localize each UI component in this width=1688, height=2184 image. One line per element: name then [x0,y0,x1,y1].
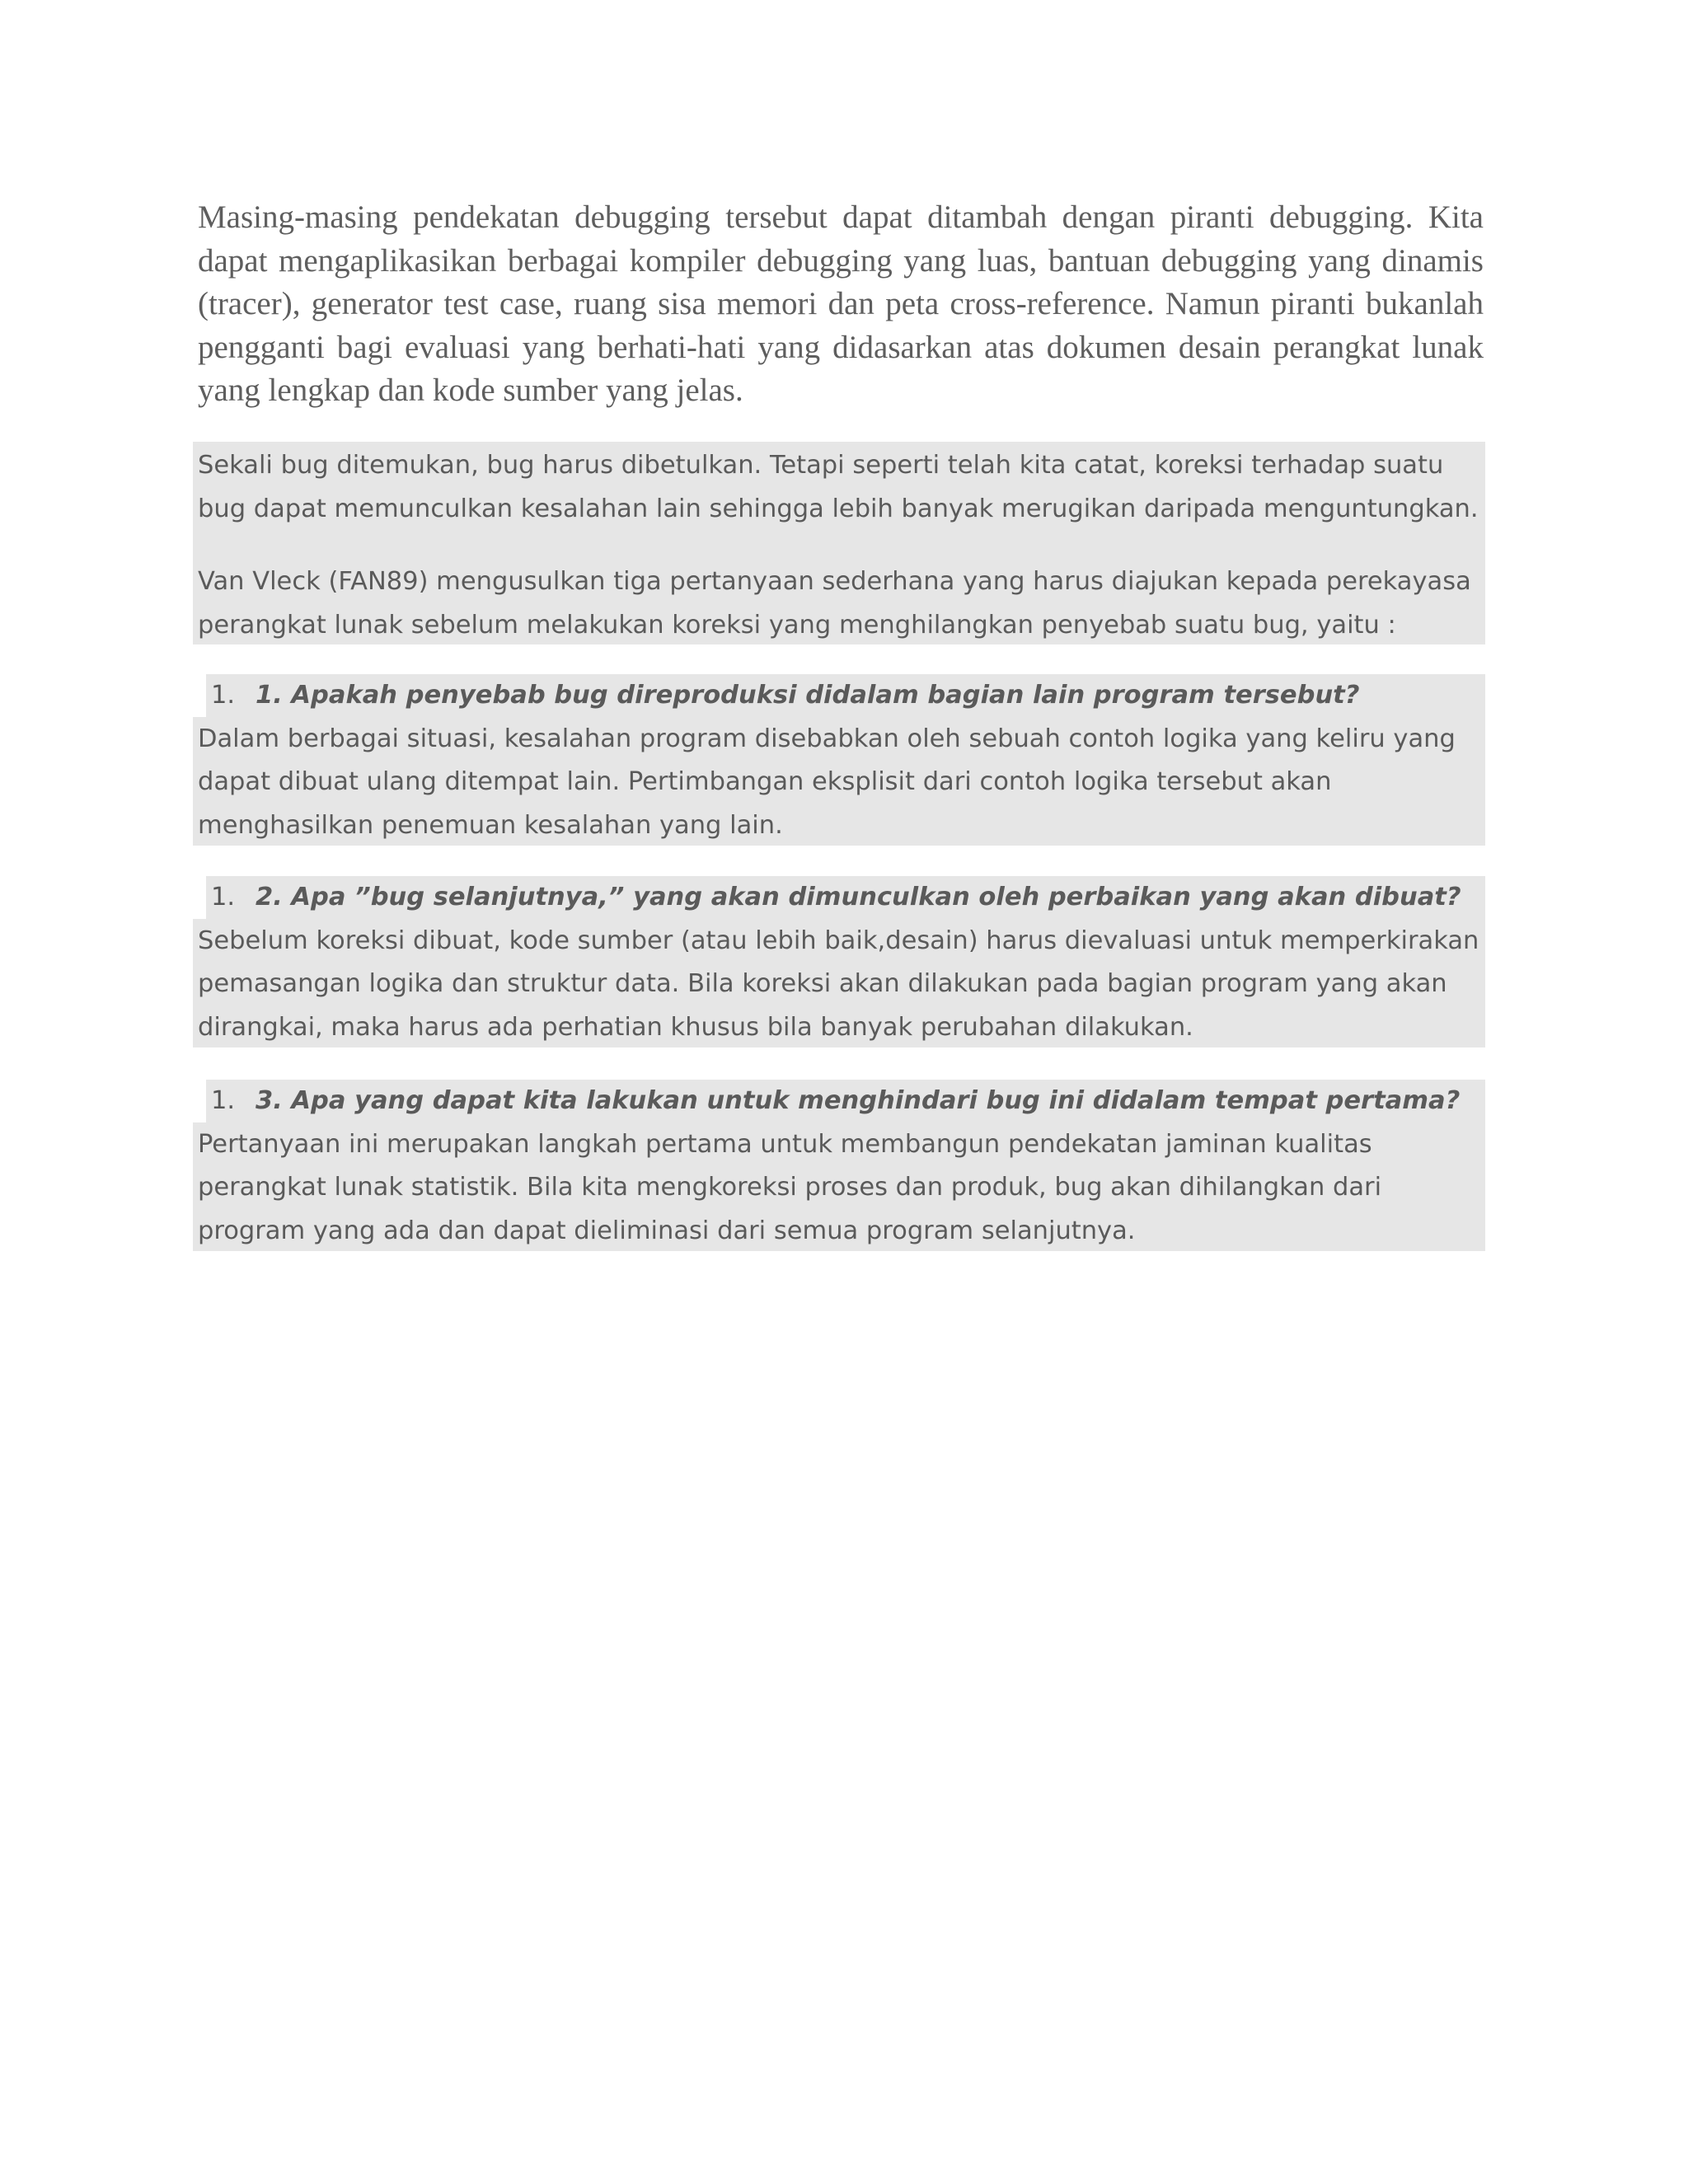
answer-paragraph-3: Pertanyaan ini merupakan langkah pertama untuk membangun pendekatan jaminan kualitas perangkat lunak statistik. Bila kita mengkoreksi proses dan produk, bug akan dihilangkan dari program yang ada dan dapat dieliminasi dari semua program selanjutnya. [198,1129,1382,1245]
list-marker: 1. [211,1086,236,1115]
highlighted-section-intro [193,442,1485,644]
list-marker: 1. [211,883,236,912]
question-heading-1 [198,674,1480,718]
bug-fix-paragraph: Sekali bug ditemukan, bug harus dibetulkan. Tetapi seperti telah kita catat, koreksi terhadap suatu bug dapat memunculkan kesalahan lain sehingga lebih banyak merugikan daripada menguntungkan. [198,451,1479,523]
answer-paragraph-1: Dalam berbagai situasi, kesalahan program disebabkan oleh sebuah contoh logika yang keliru yang dapat dibuat ulang ditempat lain. Pertimbangan eksplisit dari contoh logika tersebut akan menghasilkan penemuan kesalahan yang lain. [198,724,1456,840]
question-heading-3 [198,1080,1480,1123]
list-marker: 1. [211,681,236,710]
question-heading-2 [198,876,1480,920]
van-vleck-paragraph: Van Vleck (FAN89) mengusulkan tiga pertanyaan sederhana yang harus diajukan kepada perekayasa perangkat lunak sebelum melakukan koreksi yang menghilangkan penyebab suatu bug, yaitu : [198,567,1471,640]
question-block-1 [193,674,1485,846]
question-block-3 [193,1080,1485,1251]
question-text: 2. Apa ”bug selanjutnya,” yang akan dimunculkan oleh perbaikan yang akan dibuat? [256,883,1461,912]
question-text: 1. Apakah penyebab bug direproduksi didalam bagian lain program tersebut? [256,681,1360,710]
question-block-2 [193,876,1485,1047]
answer-paragraph-2: Sebelum koreksi dibuat, kode sumber (atau lebih baik,desain) harus dievaluasi untuk memperkirakan pemasangan logika dan struktur data. Bila koreksi akan dilakukan pada bagian program yang akan dirangkai, maka harus ada perhatian khusus bila banyak perubahan dilakukan. [198,926,1479,1042]
question-text: 3. Apa yang dapat kita lakukan untuk menghindari bug ini didalam tempat pertama? [256,1086,1461,1115]
intro-paragraph: Masing-masing pendekatan debugging tersebut dapat ditambah dengan piranti debugging. Kita dapat mengaplikasikan berbagai kompiler debugging yang luas, bantuan debugging yang dinamis (tracer), generator test case, ruang sisa memori dan peta cross-reference. Namun piranti bukanlah pengganti bagi evaluasi yang berhati-hati yang didasarkan atas dokumen desain perangkat lunak yang lengkap dan kode sumber yang jelas. [198,199,1484,408]
